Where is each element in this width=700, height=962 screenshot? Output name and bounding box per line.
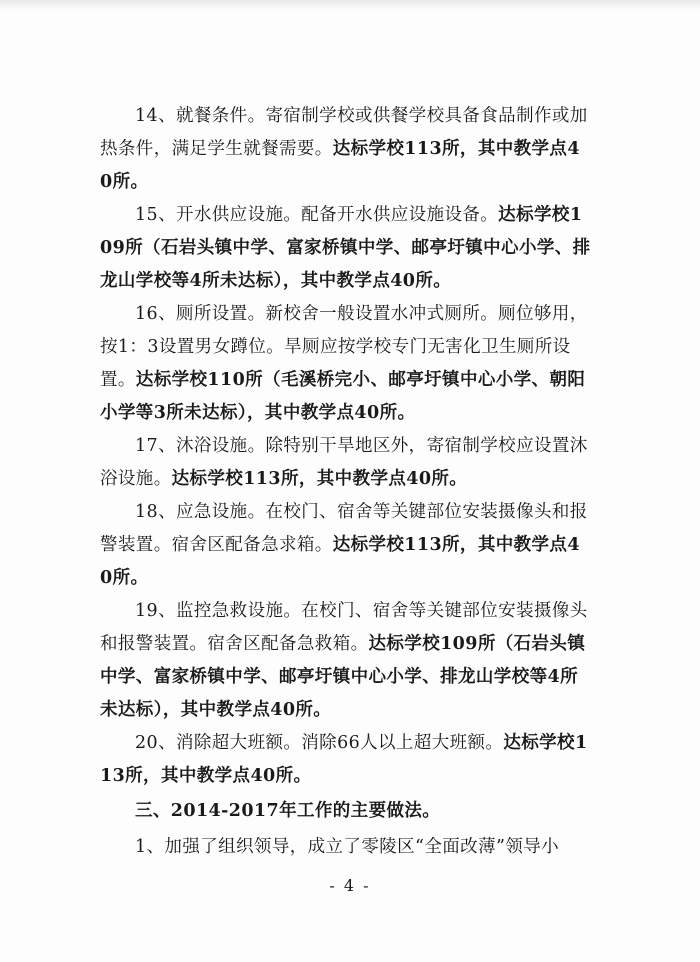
document-body bbox=[100, 100, 592, 864]
item-16: 16、厕所设置。新校舍一般设置水冲式厕所。厕位够用，按1：3设置男女蹲位。旱厕应按学校专门无害化卫生厕所设置。达标学校110所（毛溪桥完小、邮亭圩镇中心小学、朝阳小学等3所未达标），其中教学点40所。 bbox=[100, 304, 588, 423]
item-14: 14、就餐条件。寄宿制学校或供餐学校具备食品制作或加热条件，满足学生就餐需要。达标学校113所，其中教学点40所。 bbox=[100, 106, 588, 192]
last-paragraph: 1、加强了组织领导，成立了零陵区“全面改薄”领导小 bbox=[135, 837, 560, 857]
section-heading: 三、2014-2017年工作的主要做法。 bbox=[135, 801, 441, 821]
item-15: 15、开水供应设施。配备开水供应设施设备。达标学校109所（石岩头镇中学、富家桥镇中学、邮亭圩镇中心小学、排龙山学校等4所未达标），其中教学点40所。 bbox=[100, 205, 591, 291]
page-number: - 4 - bbox=[329, 876, 371, 895]
item-20: 20、消除超大班额。消除66人以上超大班额。达标学校113所，其中教学点40所。 bbox=[100, 733, 588, 786]
item-19: 19、监控急救设施。在校门、宿舍等关键部位安装摄像头和报警装置。宿舍区配备急救箱。达标学校109所（石岩头镇中学、富家桥镇中学、邮亭圩镇中心小学、排龙山学校等4所未达标），其中教学点40所。 bbox=[100, 601, 588, 720]
item-17: 17、沐浴设施。除特别干旱地区外，寄宿制学校应设置沐浴设施。达标学校113所，其中教学点40所。 bbox=[100, 436, 588, 489]
scan-edge bbox=[0, 0, 700, 10]
item-18: 18、应急设施。在校门、宿舍等关键部位安装摄像头和报警装置。宿舍区配备急求箱。达标学校113所，其中教学点40所。 bbox=[100, 502, 588, 588]
